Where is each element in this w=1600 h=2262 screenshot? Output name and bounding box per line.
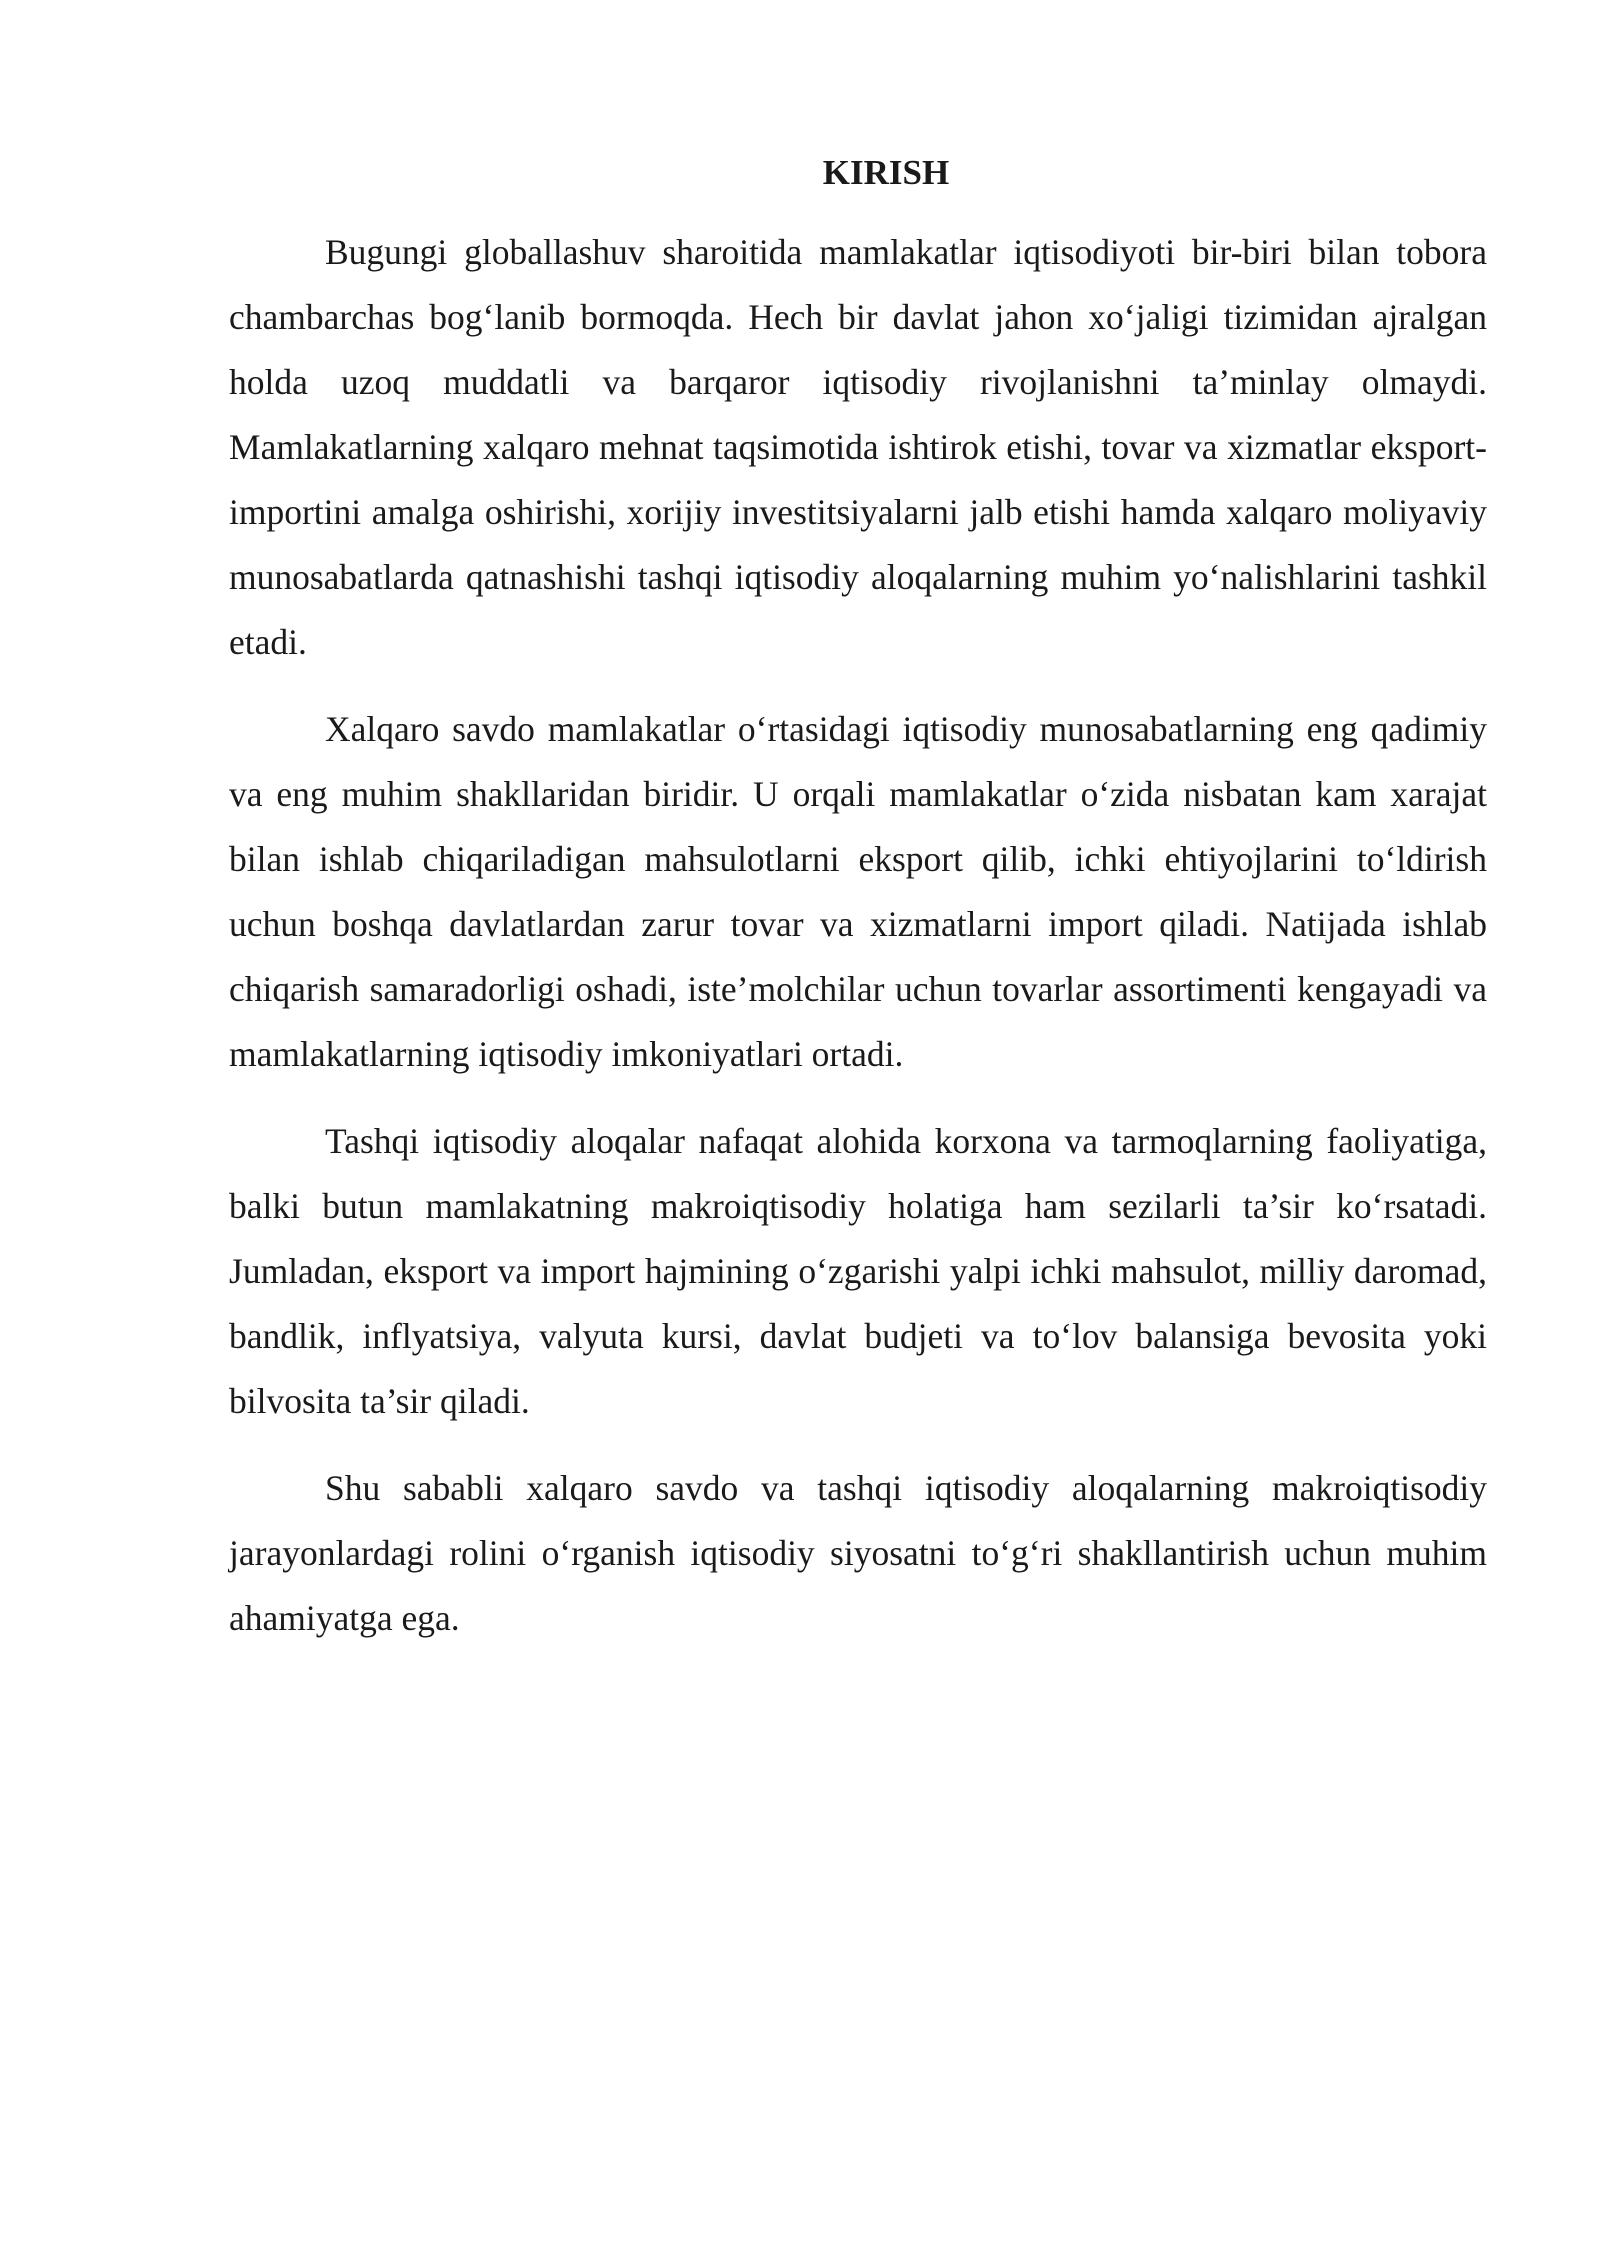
paragraph-4: Shu sababli xalqaro savdo va tashqi iqtisodiy aloqalarning makroiqtisodiy jarayonlardagi rolini o‘rganish iqtisodiy siyosatni to‘g‘ri shakllantirish uchun muhim ahamiyatga ega. (229, 1468, 1487, 1638)
section-title: KIRISH (822, 153, 950, 192)
document-body (229, 148, 1487, 1673)
paragraph-1: Bugungi globallashuv sharoitida mamlakatlar iqtisodiyoti bir-biri bilan tobora chambarchas bog‘lanib bormoqda. Hech bir davlat jahon xo‘jaligi tizimidan ajralgan holda uzoq muddatli va barqaror iqtisodiy rivojlanishni ta’minlay olmaydi. Mamlakatlarning xalqaro mehnat taqsimotida ishtirok etishi, tovar va xizmatlar eksport-importini amalga oshirishi, xorijiy investitsiyalarni jalb etishi hamda xalqaro moliyaviy munosabatlarda qatnashishi tashqi iqtisodiy aloqalarning muhim yo‘nalishlarini tashkil etadi. (229, 232, 1487, 662)
paragraph-2: Xalqaro savdo mamlakatlar o‘rtasidagi iqtisodiy munosabatlarning eng qadimiy va eng muhim shakllaridan biridir. U orqali mamlakatlar o‘zida nisbatan kam xarajat bilan ishlab chiqariladigan mahsulotlarni eksport qilib, ichki ehtiyojlarini to‘ldirish uchun boshqa davlatlardan zarur tovar va xizmatlarni import qiladi. Natijada ishlab chiqarish samaradorligi oshadi, iste’molchilar uchun tovarlar assortimenti kengayadi va mamlakatlarning iqtisodiy imkoniyatlari ortadi. (229, 709, 1487, 1074)
paragraph-3: Tashqi iqtisodiy aloqalar nafaqat alohida korxona va tarmoqlarning faoliyatiga, balki butun mamlakatning makroiqtisodiy holatiga ham sezilarli ta’sir ko‘rsatadi. Jumladan, eksport va import hajmining o‘zgarishi yalpi ichki mahsulot, milliy daromad, bandlik, inflyatsiya, valyuta kursi, davlat budjeti va to‘lov balansiga bevosita yoki bilvosita ta’sir qiladi. (229, 1121, 1487, 1421)
